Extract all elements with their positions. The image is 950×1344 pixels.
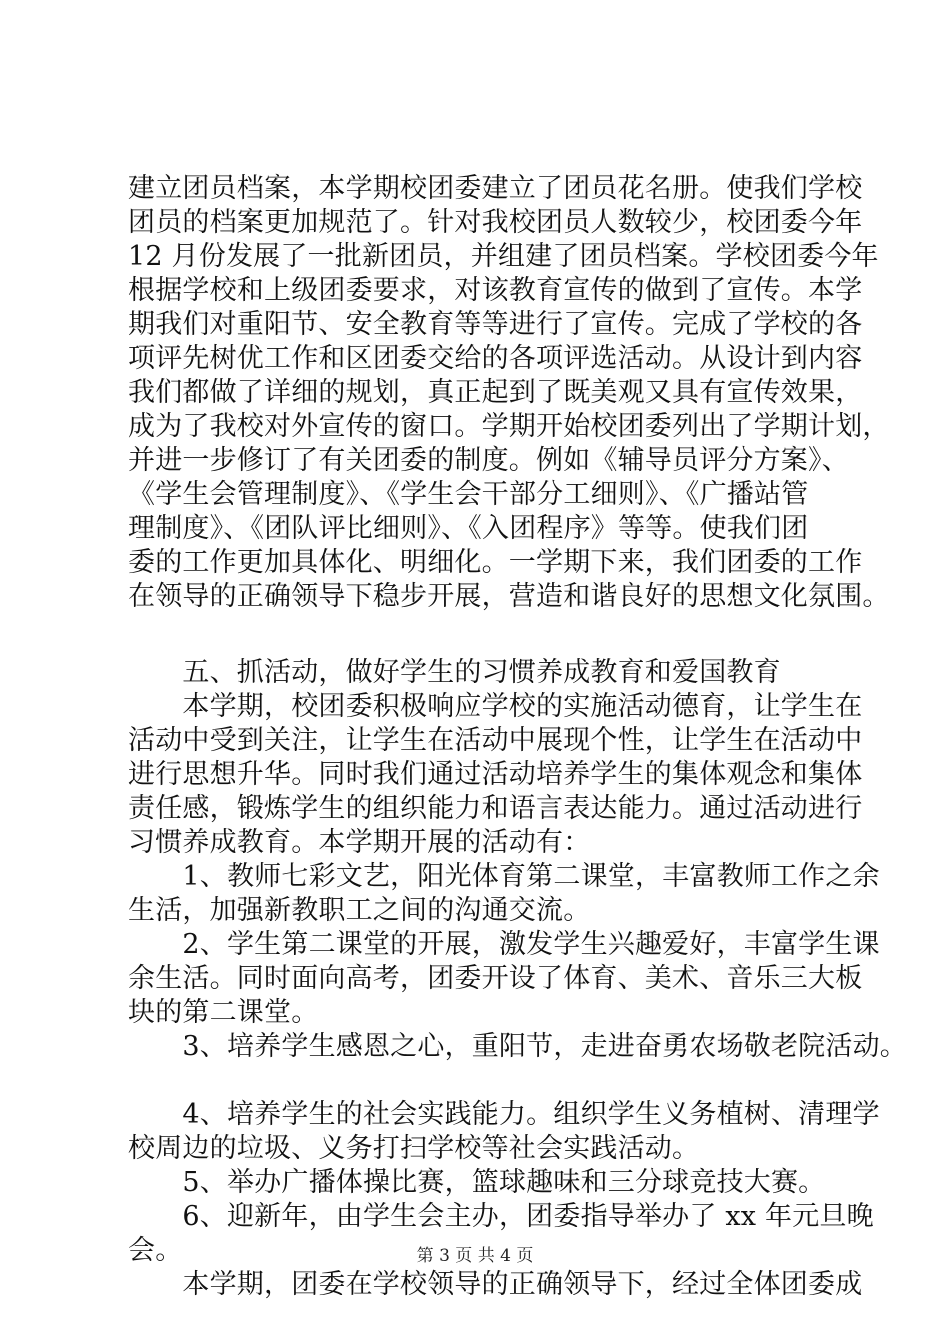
list-item: 3、培养学生感恩之心，重阳节，走进奋勇农场敬老院活动。 [128,1031,907,1062]
list-item: 5、举办广播体操比赛，篮球趣味和三分球竞技大赛。 [128,1167,826,1198]
text-line: 委的工作更加具体化、明细化。一学期下来，我们团委的工作 [128,547,863,578]
document-body [128,172,907,1302]
text-line: 本学期，校团委积极响应学校的实施活动德育，让学生在 [128,691,863,722]
text-line: 习惯养成教育。本学期开展的活动有： [128,827,591,858]
text-line: 团员的档案更加规范了。针对我校团员人数较少，校团委今年 [128,207,863,238]
list-item: 1、教师七彩文艺，阳光体育第二课堂，丰富教师工作之余 [128,861,880,892]
text-line: 在领导的正确领导下稳步开展，营造和谐良好的思想文化氛围。 [128,581,890,612]
text-line: 进行思想升华。同时我们通过活动培养学生的集体观念和集体 [128,759,863,790]
list-item: 2、学生第二课堂的开展，激发学生兴趣爱好，丰富学生课 [128,929,880,960]
text-line: 并进一步修订了有关团委的制度。例如《辅导员评分方案》、 [128,445,849,476]
text-line: 责任感，锻炼学生的组织能力和语言表达能力。通过活动进行 [128,793,863,824]
text-line: 会。 [128,1235,183,1266]
text-line: 活动中受到关注，让学生在活动中展现个性，让学生在活动中 [128,725,863,756]
text-line: 根据学校和上级团委要求，对该教育宣传的做到了宣传。本学 [128,275,863,306]
text-line: 12 月份发展了一批新团员，并组建了团员档案。学校团委今年 [128,241,879,272]
text-line: 项评先树优工作和区团委交给的各项评选活动。从设计到内容 [128,343,863,374]
text-line: 校周边的垃圾、义务打扫学校等社会实践活动。 [128,1133,700,1164]
section-heading: 五、抓活动，做好学生的习惯养成教育和爱国教育 [128,657,781,688]
text-line: 我们都做了详细的规划，真正起到了既美观又具有宣传效果， [128,377,863,408]
text-line: 期我们对重阳节、安全教育等等进行了宣传。完成了学校的各 [128,309,863,340]
paragraph-gap [128,1064,868,1098]
paragraph-group-1 [128,172,890,614]
text-line: 理制度》、《团队评比细则》、《入团程序》等等。使我们团 [128,513,809,544]
paragraph-group-3 [128,1098,880,1302]
text-line: 《学生会管理制度》、《学生会干部分工细则》、《广播站管 [128,479,809,510]
text-line: 本学期，团委在学校领导的正确领导下，经过全体团委成 [128,1269,863,1300]
list-item: 4、培养学生的社会实践能力。组织学生义务植树、清理学 [128,1099,880,1130]
text-line: 块的第二课堂。 [128,997,319,1028]
text-line: 成为了我校对外宣传的窗口。学期开始校团委列出了学期计划， [128,411,890,442]
list-item: 6、迎新年，由学生会主办，团委指导举办了 xx 年元旦晚 [128,1201,874,1232]
text-line: 生活，加强新教职工之间的沟通交流。 [128,895,591,926]
paragraph-group-2 [128,656,907,1064]
paragraph-gap [128,614,868,656]
text-line: 余生活。同时面向高考，团委开设了体育、美术、音乐三大板 [128,963,863,994]
text-line: 建立团员档案，本学期校团委建立了团员花名册。使我们学校 [128,173,863,204]
page-number-footer: 第 3 页 共 4 页 [416,1246,534,1266]
